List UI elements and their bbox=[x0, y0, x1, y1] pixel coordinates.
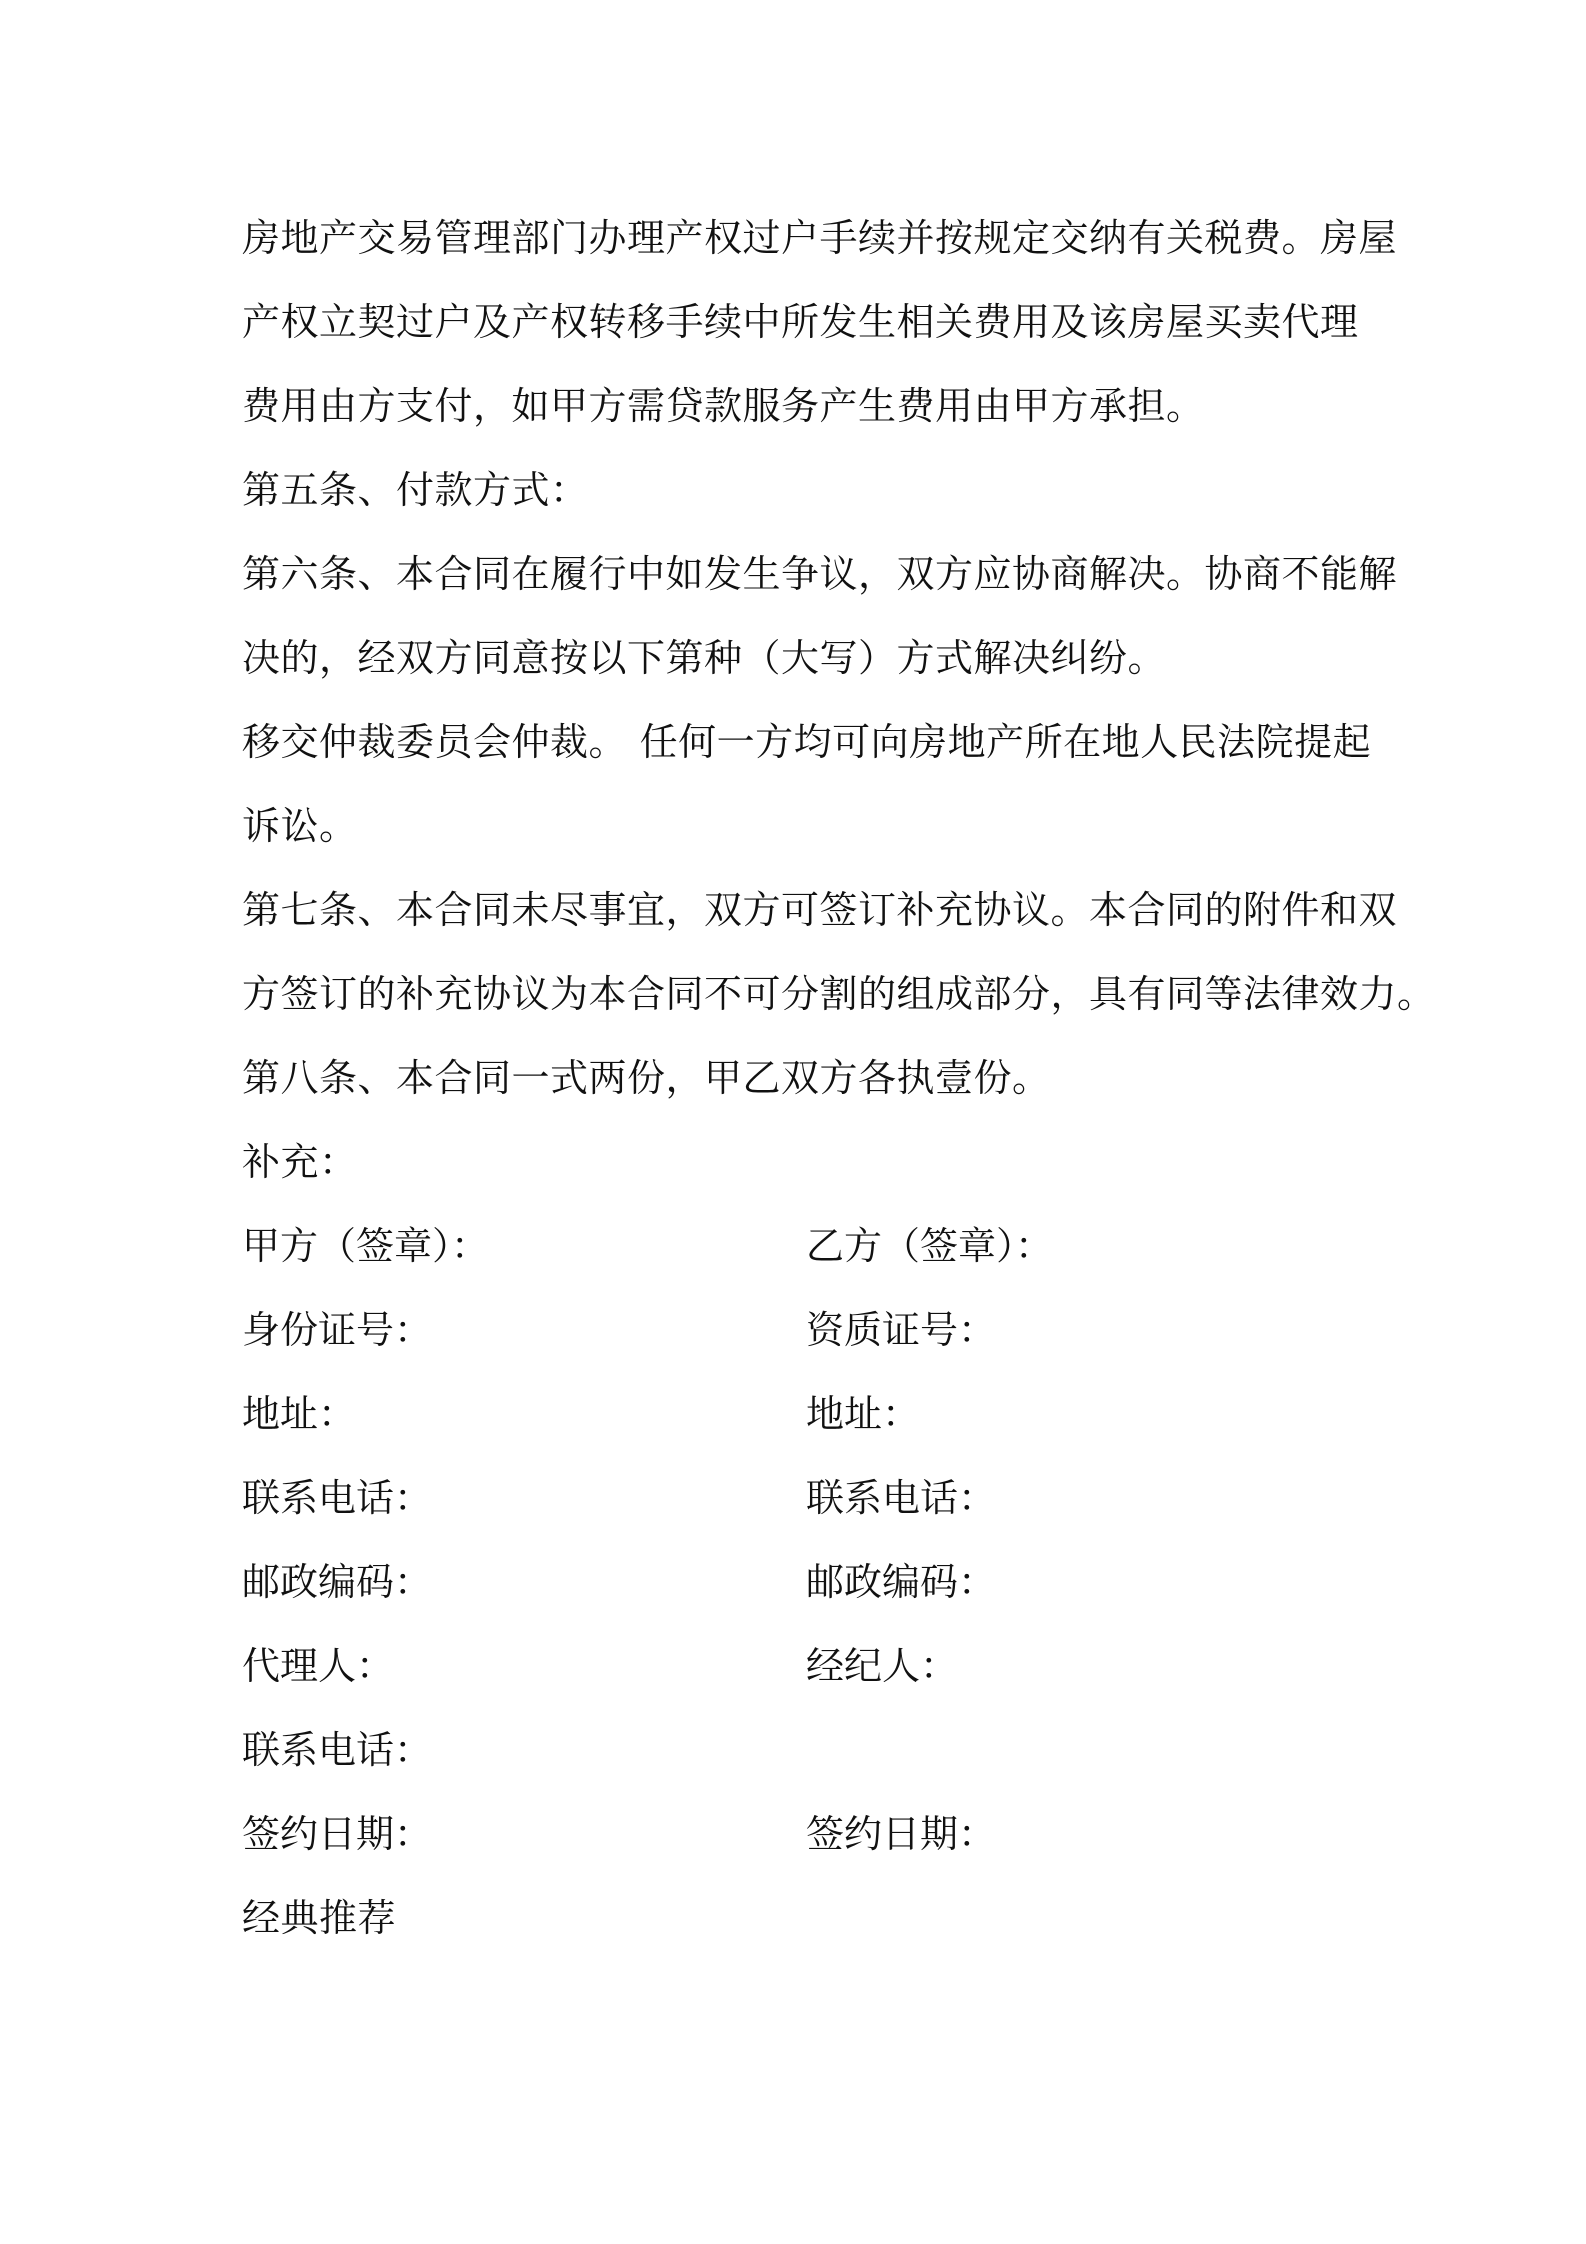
party-b-address-label: 地址： bbox=[806, 1392, 921, 1436]
article-6-line: 决的，经双方同意按以下第种（大写）方式解决纠纷。 bbox=[242, 636, 1167, 680]
dispute-option-line: 诉讼。 bbox=[242, 804, 358, 848]
party-b-sign-date-label: 签约日期： bbox=[806, 1812, 997, 1856]
party-b-postcode-label: 邮政编码： bbox=[806, 1560, 997, 1604]
dispute-option-line: 移交仲裁委员会仲裁。 任何一方均可向房地产所在地人民法院提起 bbox=[242, 720, 1372, 764]
signature-row bbox=[242, 1372, 1386, 1456]
contract-body bbox=[242, 196, 1436, 1204]
party-a-agent-label: 代理人： bbox=[242, 1644, 395, 1688]
signature-block bbox=[242, 1204, 1386, 1876]
party-b-phone-label: 联系电话： bbox=[806, 1476, 997, 1520]
body-line: 费用由方支付，如甲方需贷款服务产生费用由甲方承担。 bbox=[242, 384, 1205, 428]
party-a-seal-label: 甲方（签章）： bbox=[242, 1224, 490, 1268]
party-b-broker-label: 经纪人： bbox=[806, 1644, 959, 1688]
body-line: 产权立契过户及产权转移手续中所发生相关费用及该房屋买卖代理 bbox=[242, 300, 1359, 344]
party-a-sign-date-label: 签约日期： bbox=[242, 1812, 433, 1856]
party-b-seal-label: 乙方（签章）： bbox=[806, 1224, 1054, 1268]
signature-row bbox=[242, 1708, 1386, 1792]
signature-row bbox=[242, 1456, 1386, 1540]
signature-row bbox=[242, 1540, 1386, 1624]
party-a-address-label: 地址： bbox=[242, 1392, 357, 1436]
supplement-label: 补充： bbox=[242, 1140, 358, 1184]
signature-row bbox=[242, 1288, 1386, 1372]
article-5-heading: 第五条、付款方式： bbox=[242, 468, 589, 512]
party-b-license-label: 资质证号： bbox=[806, 1308, 997, 1352]
body-line: 房地产交易管理部门办理产权过户手续并按规定交纳有关税费。房屋 bbox=[242, 216, 1398, 260]
party-a-id-label: 身份证号： bbox=[242, 1308, 433, 1352]
party-a-phone-label: 联系电话： bbox=[242, 1476, 433, 1520]
agent-phone-label: 联系电话： bbox=[242, 1728, 433, 1772]
article-8-line: 第八条、本合同一式两份，甲乙双方各执壹份。 bbox=[242, 1056, 1051, 1100]
article-6-line: 第六条、本合同在履行中如发生争议，双方应协商解决。协商不能解 bbox=[242, 552, 1398, 596]
signature-row bbox=[242, 1624, 1386, 1708]
signature-row bbox=[242, 1792, 1386, 1876]
empty-cell bbox=[806, 1708, 1386, 1792]
article-7-line: 第七条、本合同未尽事宜，双方可签订补充协议。本合同的附件和双 bbox=[242, 888, 1398, 932]
signature-row bbox=[242, 1204, 1386, 1288]
footer-recommend: 经典推荐 bbox=[242, 1896, 397, 1940]
article-7-line: 方签订的补充协议为本合同不可分割的组成部分，具有同等法律效力。 bbox=[242, 972, 1436, 1016]
party-a-postcode-label: 邮政编码： bbox=[242, 1560, 433, 1604]
